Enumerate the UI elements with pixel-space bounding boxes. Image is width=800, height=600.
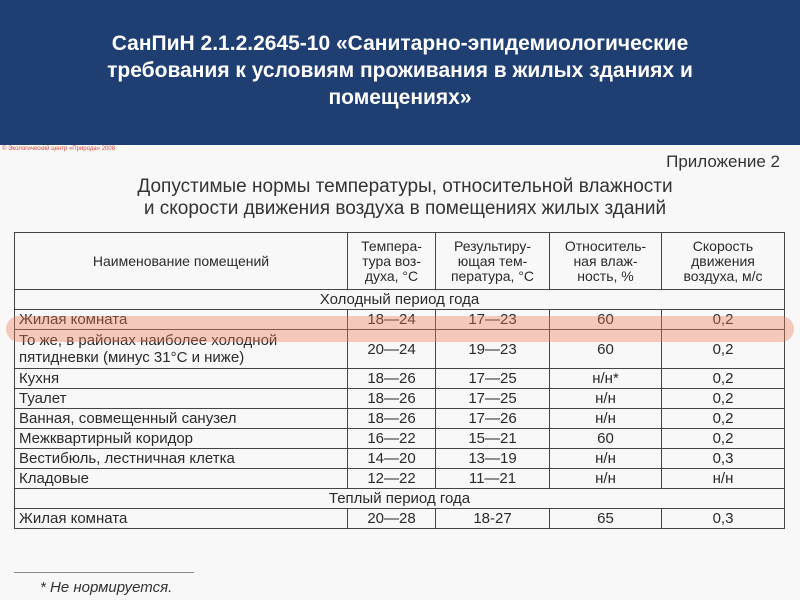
watermark: © Экологический центр «Природа» 2008 — [2, 146, 116, 152]
row-speed: 0,3 — [662, 509, 785, 529]
row-res: 11—21 — [436, 469, 550, 489]
row-res: 19—23 — [436, 330, 550, 369]
table-row — [15, 310, 785, 330]
table-row — [15, 449, 785, 469]
cold-period-label: Холодный период года — [15, 290, 785, 310]
row-speed: 0,2 — [662, 409, 785, 429]
appendix-label: Приложение 2 — [666, 152, 780, 171]
row-hum: 60 — [550, 310, 662, 330]
row-name: Кладовые — [15, 469, 348, 489]
row-name: Жилая комната — [15, 509, 348, 529]
row-res: 17—23 — [436, 310, 550, 330]
table-row — [15, 469, 785, 489]
document-title-line1: Допустимые нормы температуры, относительной влажности — [137, 176, 673, 197]
row-air: 18—26 — [348, 409, 436, 429]
table-row — [15, 330, 785, 369]
row-hum: н/н — [550, 409, 662, 429]
document-title — [55, 176, 755, 220]
row-air: 20—24 — [348, 330, 436, 369]
row-name: Туалет — [15, 389, 348, 409]
row-air: 20—28 — [348, 509, 436, 529]
row-res: 17—25 — [436, 369, 550, 389]
row-res: 18-27 — [436, 509, 550, 529]
row-res: 17—26 — [436, 409, 550, 429]
footnote-rule — [14, 572, 194, 573]
row-hum: 60 — [550, 330, 662, 369]
row-air: 18—24 — [348, 310, 436, 330]
row-speed: 0,2 — [662, 389, 785, 409]
header-humidity: Относитель-ная влаж-ность, % — [550, 233, 662, 290]
cold-period-row — [15, 290, 785, 310]
row-air: 12—22 — [348, 469, 436, 489]
row-name: Межквартирный коридор — [15, 429, 348, 449]
table-row — [15, 429, 785, 449]
table-row — [15, 369, 785, 389]
norms-table — [14, 232, 785, 529]
row-speed: н/н — [662, 469, 785, 489]
row-air: 18—26 — [348, 369, 436, 389]
row-res: 13—19 — [436, 449, 550, 469]
row-hum: н/н — [550, 469, 662, 489]
warm-period-label: Теплый период года — [15, 489, 785, 509]
table-header-row — [15, 233, 785, 290]
row-name: Кухня — [15, 369, 348, 389]
row-speed: 0,3 — [662, 449, 785, 469]
header-result-temp: Результиру-ющая тем-пература, °С — [436, 233, 550, 290]
row-hum: 65 — [550, 509, 662, 529]
table-row — [15, 409, 785, 429]
row-name: Жилая комната — [15, 310, 348, 330]
row-air: 18—26 — [348, 389, 436, 409]
row-res: 17—25 — [436, 389, 550, 409]
header-name: Наименование помещений — [15, 233, 348, 290]
banner-title: СанПиН 2.1.2.2645-10 «Санитарно-эпидемиологические требования к условиям проживания в жилых зданиях и помещениях» — [107, 32, 693, 109]
row-speed: 0,2 — [662, 330, 785, 369]
footnote: * Не нормируется. — [40, 579, 173, 596]
header-air-temp: Темпера-тура воз-духа, °С — [348, 233, 436, 290]
document-title-line2: и скорости движения воздуха в помещениях жилых зданий — [143, 198, 667, 219]
title-banner — [0, 0, 800, 145]
row-hum: н/н* — [550, 369, 662, 389]
row-hum: н/н — [550, 449, 662, 469]
table-row — [15, 389, 785, 409]
row-hum: 60 — [550, 429, 662, 449]
row-res: 15—21 — [436, 429, 550, 449]
header-speed: Скорость движения воздуха, м/с — [662, 233, 785, 290]
warm-period-row — [15, 489, 785, 509]
row-name: То же, в районах наиболее холодной пятидневки (минус 31°С и ниже) — [15, 330, 348, 369]
row-hum: н/н — [550, 389, 662, 409]
row-speed: 0,2 — [662, 369, 785, 389]
table-row — [15, 509, 785, 529]
row-air: 14—20 — [348, 449, 436, 469]
row-air: 16—22 — [348, 429, 436, 449]
row-speed: 0,2 — [662, 429, 785, 449]
row-name: Вестибюль, лестничная клетка — [15, 449, 348, 469]
row-name: Ванная, совмещенный санузел — [15, 409, 348, 429]
row-speed: 0,2 — [662, 310, 785, 330]
